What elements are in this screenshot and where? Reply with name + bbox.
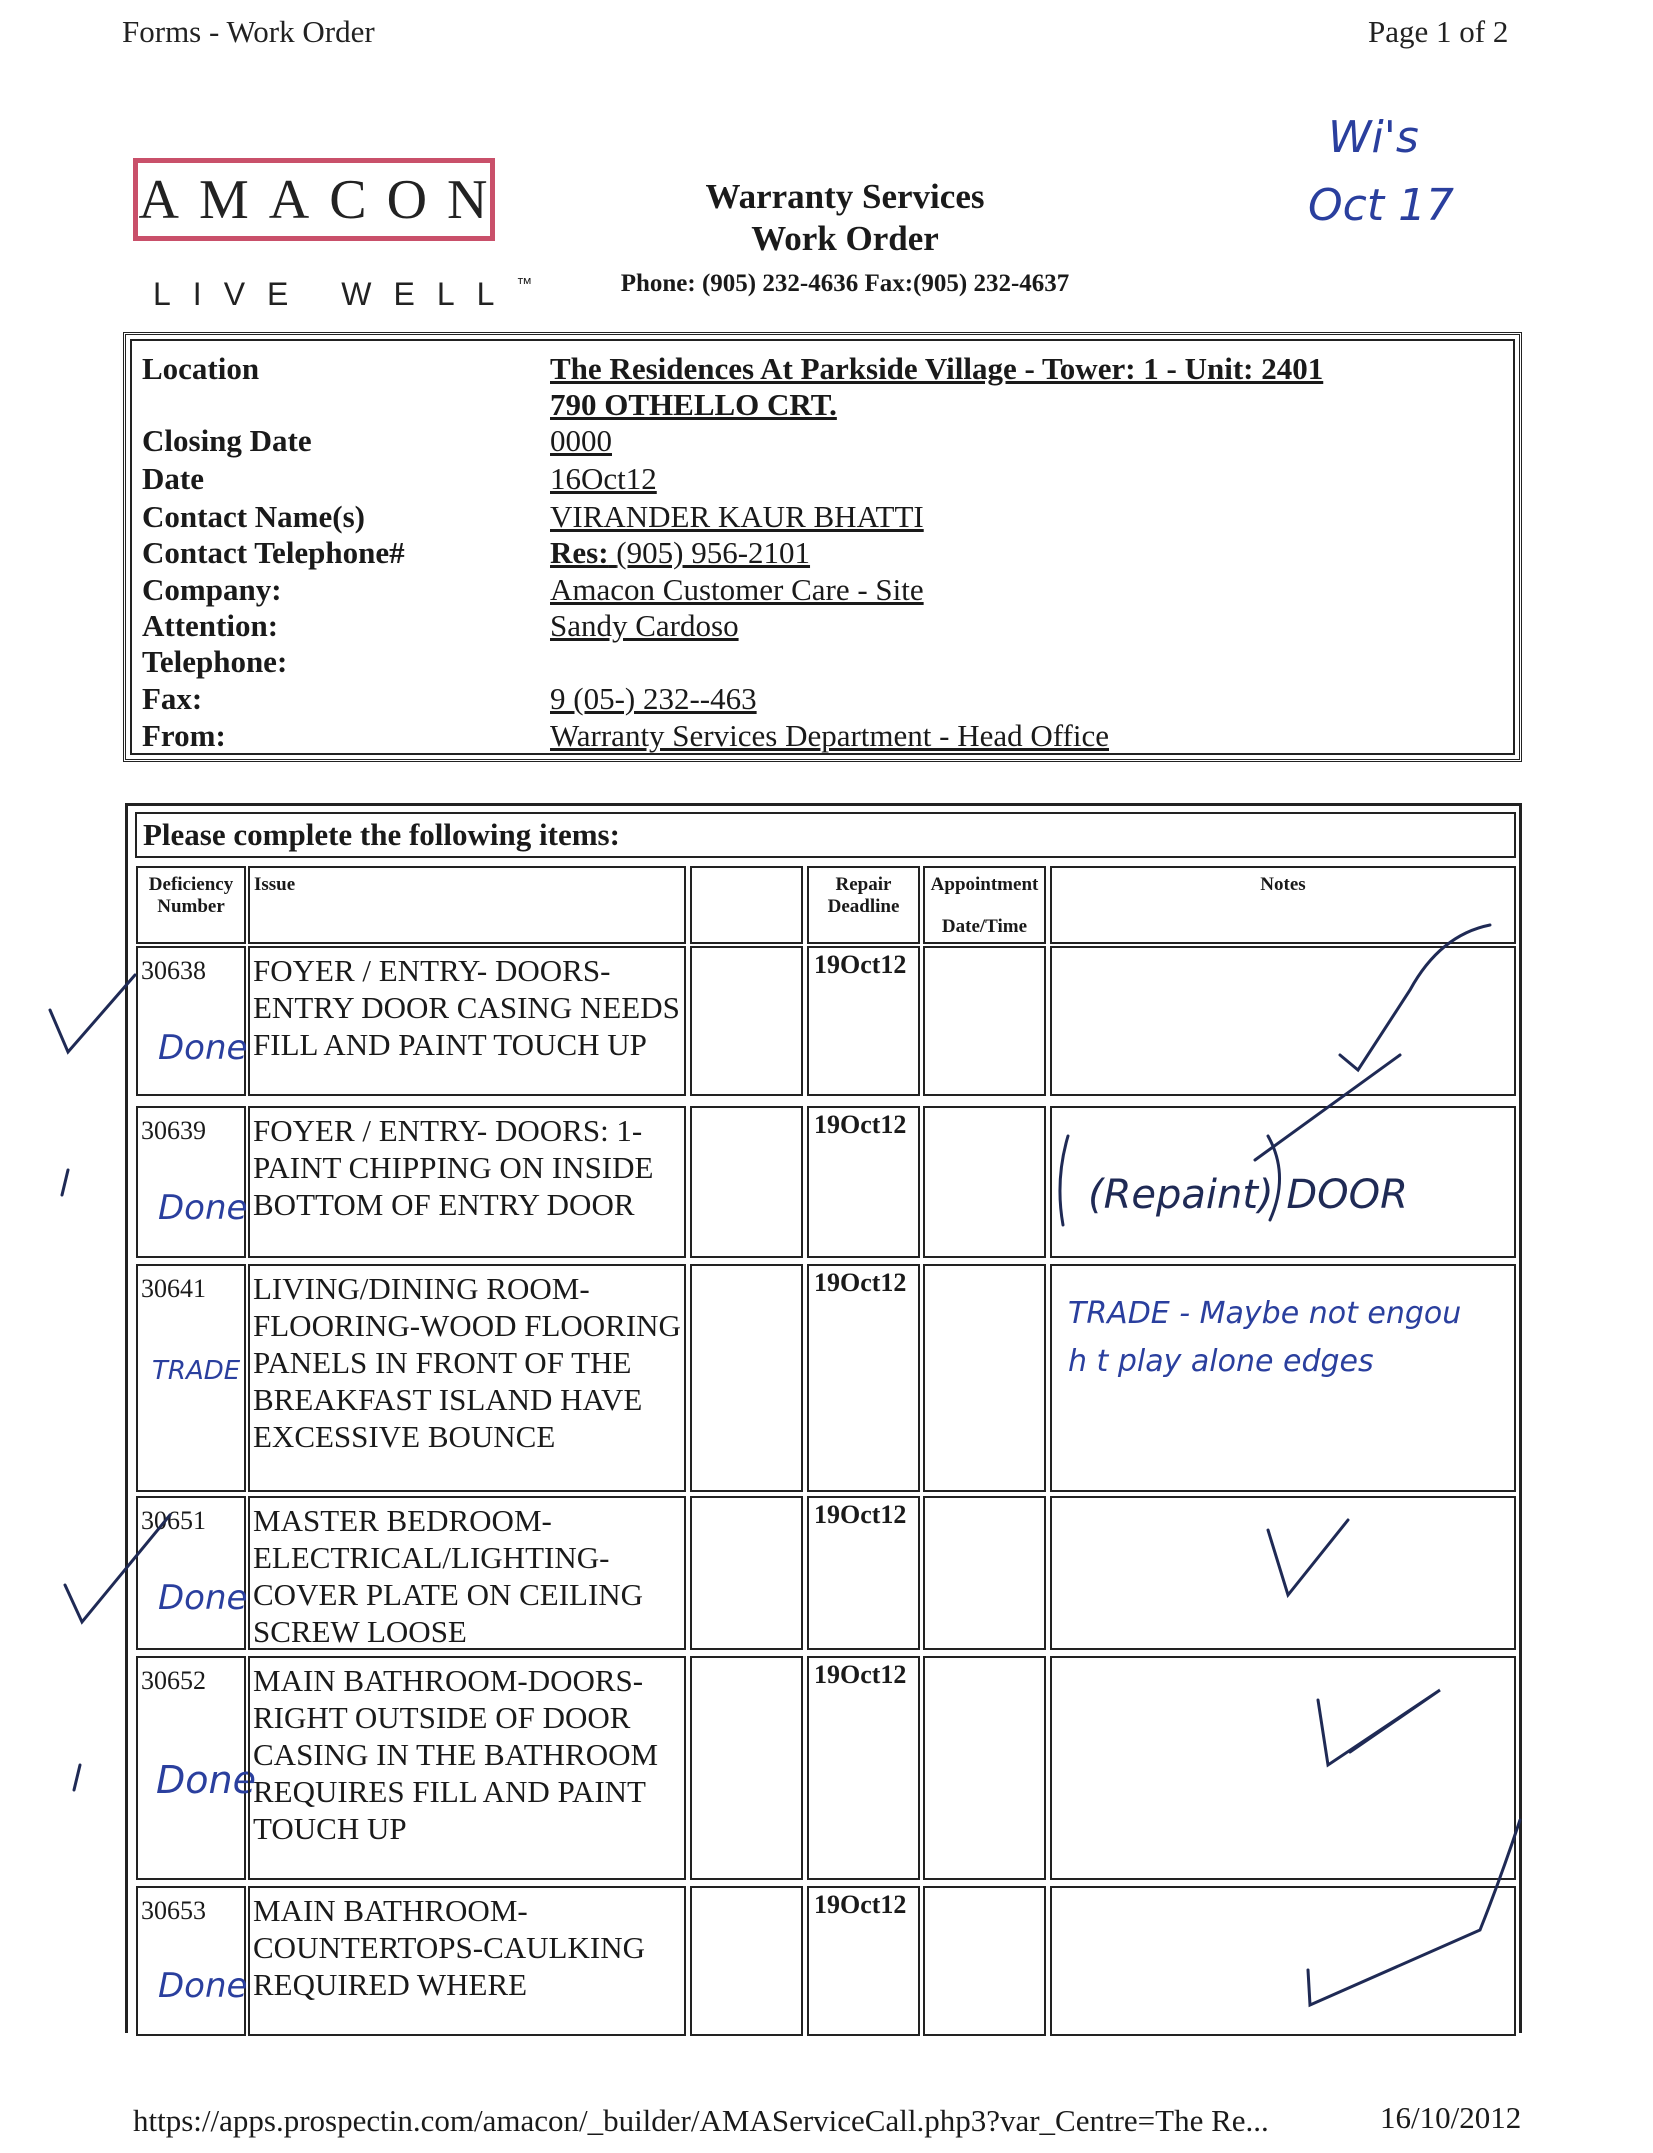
telephone-label: Telephone: — [142, 644, 288, 679]
deficiency-number: 30651 — [141, 1506, 206, 1535]
company-value: Amacon Customer Care - Site — [550, 572, 924, 607]
footer-date: 16/10/2012 — [1380, 2100, 1522, 2135]
closing-date-label: Closing Date — [142, 423, 312, 458]
tick-row-2-icon — [62, 1170, 68, 1195]
attention-label: Attention: — [142, 608, 279, 643]
contact-telephone-number: (905) 956-2101 — [616, 535, 811, 570]
trademark-mark: ™ — [516, 276, 533, 293]
col-issue: Issue — [248, 866, 686, 944]
checkmark-row-4-icon — [65, 1515, 170, 1622]
status-handwritten: Done — [158, 1188, 248, 1228]
col-appointment-label: Appointment — [930, 874, 1039, 895]
page-indicator: Page 1 of 2 — [1368, 14, 1509, 49]
issue-text: MAIN BATHROOM-DOORS-RIGHT OUTSIDE OF DOOR CASING IN THE BATHROOM REQUIRES FILL AND PAINT TOUCH UP — [253, 1663, 659, 1846]
location-value-2: 790 OTHELLO CRT. — [550, 387, 837, 422]
row-2-deadline-cell: 19Oct12 — [807, 1106, 920, 1258]
closing-date-value: 0000 — [550, 423, 612, 458]
deficiency-number: 30652 — [141, 1666, 206, 1695]
deficiency-number: 30639 — [141, 1116, 206, 1145]
col-repair-deadline: Repair Deadline — [807, 866, 920, 944]
notes-line-2-icon — [1255, 1055, 1400, 1160]
notes-check-6-icon — [1308, 1820, 1520, 2005]
items-heading: Please complete the following items: — [135, 812, 1516, 858]
status-handwritten: Done — [158, 1966, 248, 2006]
contact-names-label: Contact Name(s) — [142, 499, 365, 534]
contact-telephone-prefix: Res: — [550, 535, 609, 570]
from-value: Warranty Services Department - Head Office — [550, 718, 1109, 753]
issue-text: LIVING/DINING ROOM-FLOORING-WOOD FLOORING PANELS IN FRONT OF THE BREAKFAST ISLAND HAVE EXCESSIVE BOUNCE — [253, 1271, 681, 1454]
fax-label: Fax: — [142, 681, 203, 716]
deficiency-number: 30641 — [141, 1274, 206, 1303]
logo-brand: AMACON — [138, 168, 508, 231]
issue-text: MASTER BEDROOM-ELECTRICAL/LIGHTING-COVER PLATE ON CEILING SCREW LOOSE — [253, 1503, 644, 1649]
repaint-bracket-left-icon — [1060, 1136, 1068, 1225]
title-line-2: Work Order — [751, 219, 939, 258]
row-4-deadline-cell: 19Oct12 — [807, 1496, 920, 1650]
row-6-deadline-cell: 19Oct12 — [807, 1886, 920, 2036]
notes-check-1-icon — [1340, 925, 1490, 1070]
tagline-text: LIVE WELL — [153, 276, 517, 312]
title-line-1: Warranty Services — [705, 177, 985, 216]
deficiency-number: 30653 — [141, 1896, 206, 1925]
issue-text: FOYER / ENTRY- DOORS-ENTRY DOOR CASING NEEDS FILL AND PAINT TOUCH UP — [253, 953, 680, 1062]
notes-check-4-icon — [1268, 1520, 1348, 1595]
status-handwritten: Done — [156, 1758, 256, 1802]
handwritten-date: Oct 17 — [1308, 180, 1455, 231]
date-label: Date — [142, 461, 204, 496]
col-notes: Notes — [1050, 866, 1516, 944]
note-repaint-door: (Repaint) DOOR — [1088, 1172, 1408, 1218]
form-name: Forms - Work Order — [122, 14, 375, 49]
date-value: 16Oct12 — [550, 461, 657, 496]
row-1-deadline-cell: 19Oct12 — [807, 946, 920, 1096]
footer-url: https://apps.prospectin.com/amacon/_builder/AMAServiceCall.php3?var_Centre=The Re... — [133, 2103, 1269, 2138]
title-contact: Phone: (905) 232-4636 Fax:(905) 232-4637 — [620, 270, 1070, 297]
fax-value: 9 (05-) 232--463 — [550, 681, 757, 716]
deficiency-number: 30638 — [141, 956, 206, 985]
row-3-deadline-cell: 19Oct12 — [807, 1264, 920, 1492]
notes-check-5-icon — [1318, 1690, 1440, 1765]
attention-value: Sandy Cardoso — [550, 608, 739, 643]
company-label: Company: — [142, 572, 282, 607]
checkmark-row-1-icon — [50, 975, 135, 1052]
contact-telephone-label: Contact Telephone# — [142, 535, 405, 570]
issue-text: MAIN BATHROOM-COUNTERTOPS-CAULKING REQUIRED WHERE — [253, 1893, 645, 2002]
from-label: From: — [142, 718, 226, 753]
contact-names-value: VIRANDER KAUR BHATTI — [550, 499, 924, 534]
location-value-1: The Residences At Parkside Village - Tower: 1 - Unit: 2401 — [550, 351, 1324, 386]
col-deficiency-number: Deficiency Number — [136, 866, 246, 944]
status-handwritten: Done — [158, 1578, 248, 1618]
tick-row-5-icon — [74, 1765, 80, 1790]
note-trade: TRADE - Maybe not engou h t play alone edges — [1068, 1296, 1462, 1379]
status-handwritten: TRADE — [152, 1356, 241, 1386]
status-handwritten: Done — [158, 1028, 248, 1068]
handwritten-initials: Wi's — [1328, 112, 1419, 163]
issue-text: FOYER / ENTRY- DOORS: 1-PAINT CHIPPING ON INSIDE BOTTOM OF ENTRY DOOR — [253, 1113, 654, 1222]
row-5-deadline-cell: 19Oct12 — [807, 1656, 920, 1880]
col-appointment-sub: Date/Time — [941, 916, 1028, 937]
location-label: Location — [142, 351, 260, 386]
